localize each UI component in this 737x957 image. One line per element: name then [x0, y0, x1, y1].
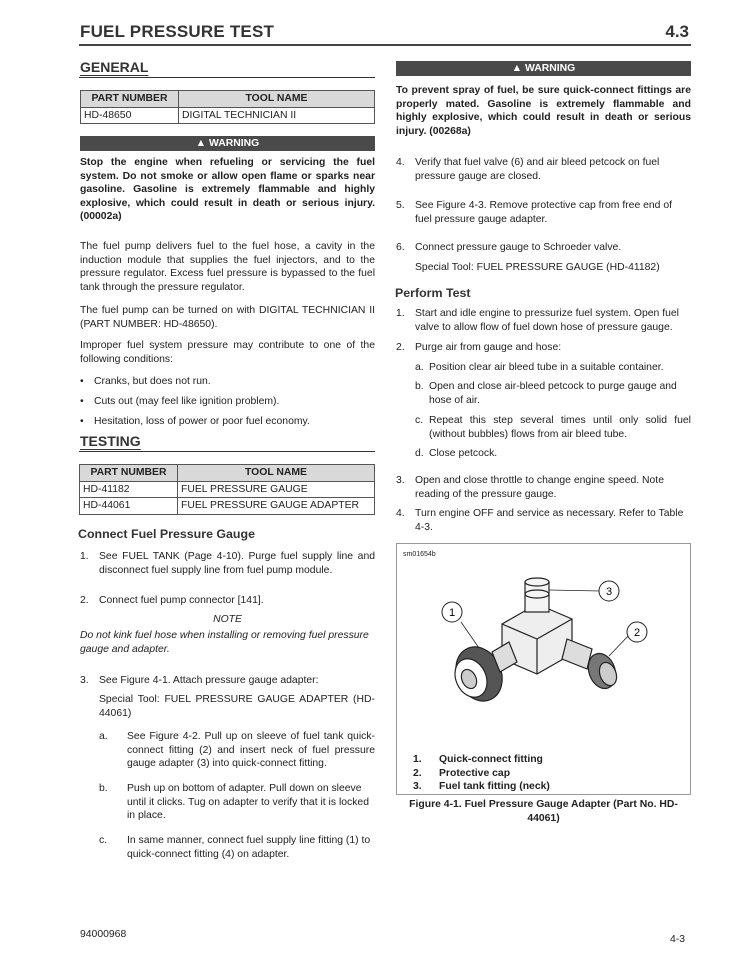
step-3: See Figure 4-1. Attach pressure gauge adapter: — [99, 675, 319, 686]
step-2: Connect fuel pump connector [141]. — [99, 595, 264, 606]
list-item: • Cranks, but does not run. — [94, 375, 211, 389]
col-tool-name: TOOL NAME — [178, 465, 375, 482]
general-tool-table — [80, 90, 375, 124]
doc-number: 94000968 — [80, 929, 127, 940]
perform-step-1: Start and idle engine to pressurize fuel system. Open fuel valve to allow flow of fuel down hose of pressure gauge. — [415, 308, 679, 333]
paragraph: The fuel pump can be turned on with DIGITAL TECHNICIAN II (PART NUMBER: HD-48650). — [80, 305, 375, 330]
col-part-number: PART NUMBER — [80, 465, 178, 482]
protective-cap-icon — [562, 639, 620, 692]
paragraph: Improper fuel system pressure may contribute to one of the following conditions: — [80, 340, 375, 365]
header-rule — [79, 44, 691, 46]
figure-caption: Figure 4-1. Fuel Pressure Gauge Adapter (Part No. HD-44061) — [409, 799, 678, 824]
special-tool: Special Tool: FUEL PRESSURE GAUGE ADAPTER (HD-44061) — [99, 694, 375, 719]
step-1: See FUEL TANK (Page 4-10). Purge fuel supply line and disconnect fuel supply line from fuel pump module. — [99, 551, 375, 576]
warning-triangle-icon: ▲ — [195, 138, 207, 149]
fuel-pressure-adapter-illustration — [397, 544, 690, 749]
perform-step-3: Open and close throttle to change engine speed. Note reading of the pressure gauge. — [415, 475, 664, 500]
warning-triangle-icon: ▲ — [511, 63, 523, 74]
table-row: HD-44061 FUEL PRESSURE GAUGE ADAPTER — [80, 498, 375, 515]
list-item: • Cuts out (may feel like ignition problem). — [94, 395, 279, 409]
note-label: NOTE — [213, 614, 242, 625]
legend-item: 3. Fuel tank fitting (neck) — [413, 781, 550, 793]
table-row: HD-48650 DIGITAL TECHNICIAN II — [81, 107, 375, 124]
general-heading: GENERAL — [80, 59, 149, 75]
perform-step-2: Purge air from gauge and hose: — [415, 342, 562, 353]
figure-box — [396, 543, 691, 795]
svg-text:3: 3 — [605, 586, 613, 598]
perform-step-2a: Position clear air bleed tube in a suitable container. — [429, 362, 664, 373]
step-6: Connect pressure gauge to Schroeder valve. — [415, 242, 622, 253]
step-3b: Push up on bottom of adapter. Pull down on sleeve until it clicks. Tug on adapter to verify that it is locked in place. — [127, 783, 369, 822]
special-tool: Special Tool: FUEL PRESSURE GAUGE (HD-41182) — [415, 262, 660, 273]
perform-step-2d: Close petcock. — [429, 448, 498, 459]
quick-connect-fitting-icon — [447, 639, 517, 708]
list-item: • Hesitation, loss of power or poor fuel economy. — [94, 415, 310, 429]
paragraph: The fuel pump delivers fuel to the fuel hose, a cavity in the induction module that supplies the fuel injectors, and to the pressure regulator. Excess fuel pressure is bypassed to the fuel tank through the pressure regulator. — [80, 241, 375, 294]
legend-item: 2. Protective cap — [413, 767, 511, 779]
warning-text: Stop the engine when refueling or servicing the fuel system. Do not smoke or allow open flame or sparks near gasoline. Gasoline is extremely flammable and highly explosive, which could result in death or serious injury. (00002a) — [80, 157, 375, 223]
warning-bar: ▲ WARNING — [80, 136, 375, 151]
testing-rule — [79, 451, 375, 452]
fuel-tank-fitting-neck-icon — [525, 578, 549, 612]
general-rule — [79, 77, 375, 78]
testing-tool-table — [79, 464, 375, 515]
svg-text:2: 2 — [633, 627, 641, 639]
perform-step-2b: Open and close air-bleed petcock to purge gauge and hose of air. — [429, 381, 677, 406]
step-4: Verify that fuel valve (6) and air bleed petcock on fuel pressure gauge are closed. — [415, 157, 660, 182]
perform-test-heading: Perform Test — [395, 286, 471, 300]
col-tool-name: TOOL NAME — [179, 91, 375, 108]
warning-text: To prevent spray of fuel, be sure quick-connect fittings are properly mated. Gasoline is extremely flammable and highly explosive, which could result in death or serious injury. (00268a) — [396, 85, 691, 137]
table-row: HD-41182 FUEL PRESSURE GAUGE — [80, 481, 375, 498]
note-text: Do not kink fuel hose when installing or removing fuel pressure gauge and adapter. — [80, 630, 369, 655]
step-3a: See Figure 4-2. Pull up on sleeve of fuel tank quick-connect fitting (2) and insert neck of fuel pressure gauge adapter (3) into quick-connect fitting. — [127, 731, 375, 770]
perform-step-4: Turn engine OFF and service as necessary. Refer to Table 4-3. — [415, 508, 684, 533]
testing-heading: TESTING — [80, 433, 141, 449]
step-5: See Figure 4-3. Remove protective cap from free end of fuel pressure gauge adapter. — [415, 200, 673, 225]
col-part-number: PART NUMBER — [81, 91, 179, 108]
connect-heading: Connect Fuel Pressure Gauge — [78, 527, 255, 541]
figure-legend — [413, 753, 550, 794]
legend-item: 1. Quick-connect fitting — [413, 754, 543, 765]
step-3c: In same manner, connect fuel supply line fitting (1) to quick-connect fitting (4) on adapter. — [127, 835, 371, 860]
warning-bar: ▲ WARNING — [396, 61, 691, 76]
page-number: 4-3 — [670, 934, 686, 945]
section-number: 4.3 — [665, 22, 689, 41]
svg-text:1: 1 — [448, 607, 456, 619]
perform-step-2c: Repeat this step several times until only solid fuel (without bubbles) flows from air bleed tube. — [429, 415, 691, 440]
figure-id: sm01654b — [403, 551, 436, 558]
page-title: FUEL PRESSURE TEST — [80, 22, 275, 41]
